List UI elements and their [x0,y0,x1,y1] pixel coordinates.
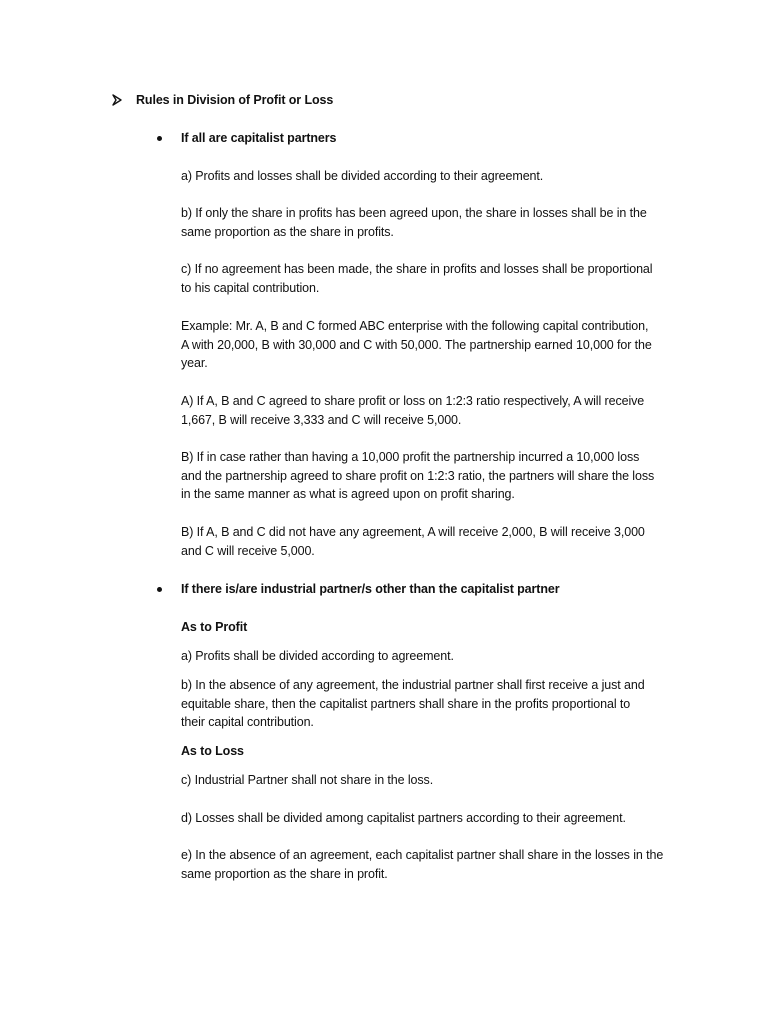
as-to-loss-heading: As to Loss [181,744,244,758]
text-line: b) If only the share in profits has been agreed upon, the share in losses shall be in the [181,206,647,220]
text-line: year. [181,356,208,371]
loss-item-e [181,846,701,883]
text-line: b) In the absence of any agreement, the industrial partner shall first receive a just and [181,678,645,692]
section1-example-b2 [181,523,701,560]
section1-example-b1 [181,448,701,504]
text-line: same proportion as the share in profit. [181,866,388,881]
text-line: A) If A, B and C agreed to share profit or loss on 1:2:3 ratio respectively, A will receive [181,394,645,408]
round-bullet-icon [157,136,162,141]
text-line: same proportion as the share in profits. [181,224,394,239]
section1-example-a [181,392,701,429]
profit-item-b [181,676,701,732]
text-line: B) If A, B and C did not have any agreement, A will receive 2,000, B will receive 3,000 [181,525,645,539]
section1-item-a: a) Profits and losses shall be divided according to their agreement. [181,169,544,183]
text-line: and the partnership agreed to share profit on 1:2:3 ratio, the partners will share the loss [181,468,655,483]
section1-title: If all are capitalist partners [181,131,337,145]
loss-item-c: c) Industrial Partner shall not share in the loss. [181,773,434,787]
text-line: B) If in case rather than having a 10,000 profit the partnership incurred a 10,000 loss [181,450,640,464]
text-line: 1,667, B will receive 3,333 and C will receive 5,000. [181,412,462,427]
arrow-bullet-icon [112,94,122,106]
text-line: c) If no agreement has been made, the share in profits and losses shall be proportional [181,262,653,276]
text-line: and C will receive 5,000. [181,543,315,558]
text-line: A with 20,000, B with 30,000 and C with 50,000. The partnership earned 10,000 for the [181,337,652,352]
section1-item-c [181,260,701,297]
text-line: equitable share, then the capitalist partners shall share in the profits proportional to [181,696,631,711]
profit-item-a: a) Profits shall be divided according to agreement. [181,649,454,663]
text-line: to his capital contribution. [181,280,320,295]
text-line: Example: Mr. A, B and C formed ABC enterprise with the following capital contribution, [181,319,649,333]
loss-item-d: d) Losses shall be divided among capitalist partners according to their agreement. [181,811,626,825]
section1-item-b [181,204,701,241]
text-line: in the same manner as what is agreed upon on profit sharing. [181,487,515,502]
text-line: their capital contribution. [181,715,314,730]
section1-example [181,317,701,373]
section2-title: If there is/are industrial partner/s other than the capitalist partner [181,582,560,596]
round-bullet-icon [157,587,162,592]
section-heading: Rules in Division of Profit or Loss [136,93,334,107]
as-to-profit-heading: As to Profit [181,620,248,634]
text-line: e) In the absence of an agreement, each capitalist partner shall share in the losses in the [181,848,664,862]
